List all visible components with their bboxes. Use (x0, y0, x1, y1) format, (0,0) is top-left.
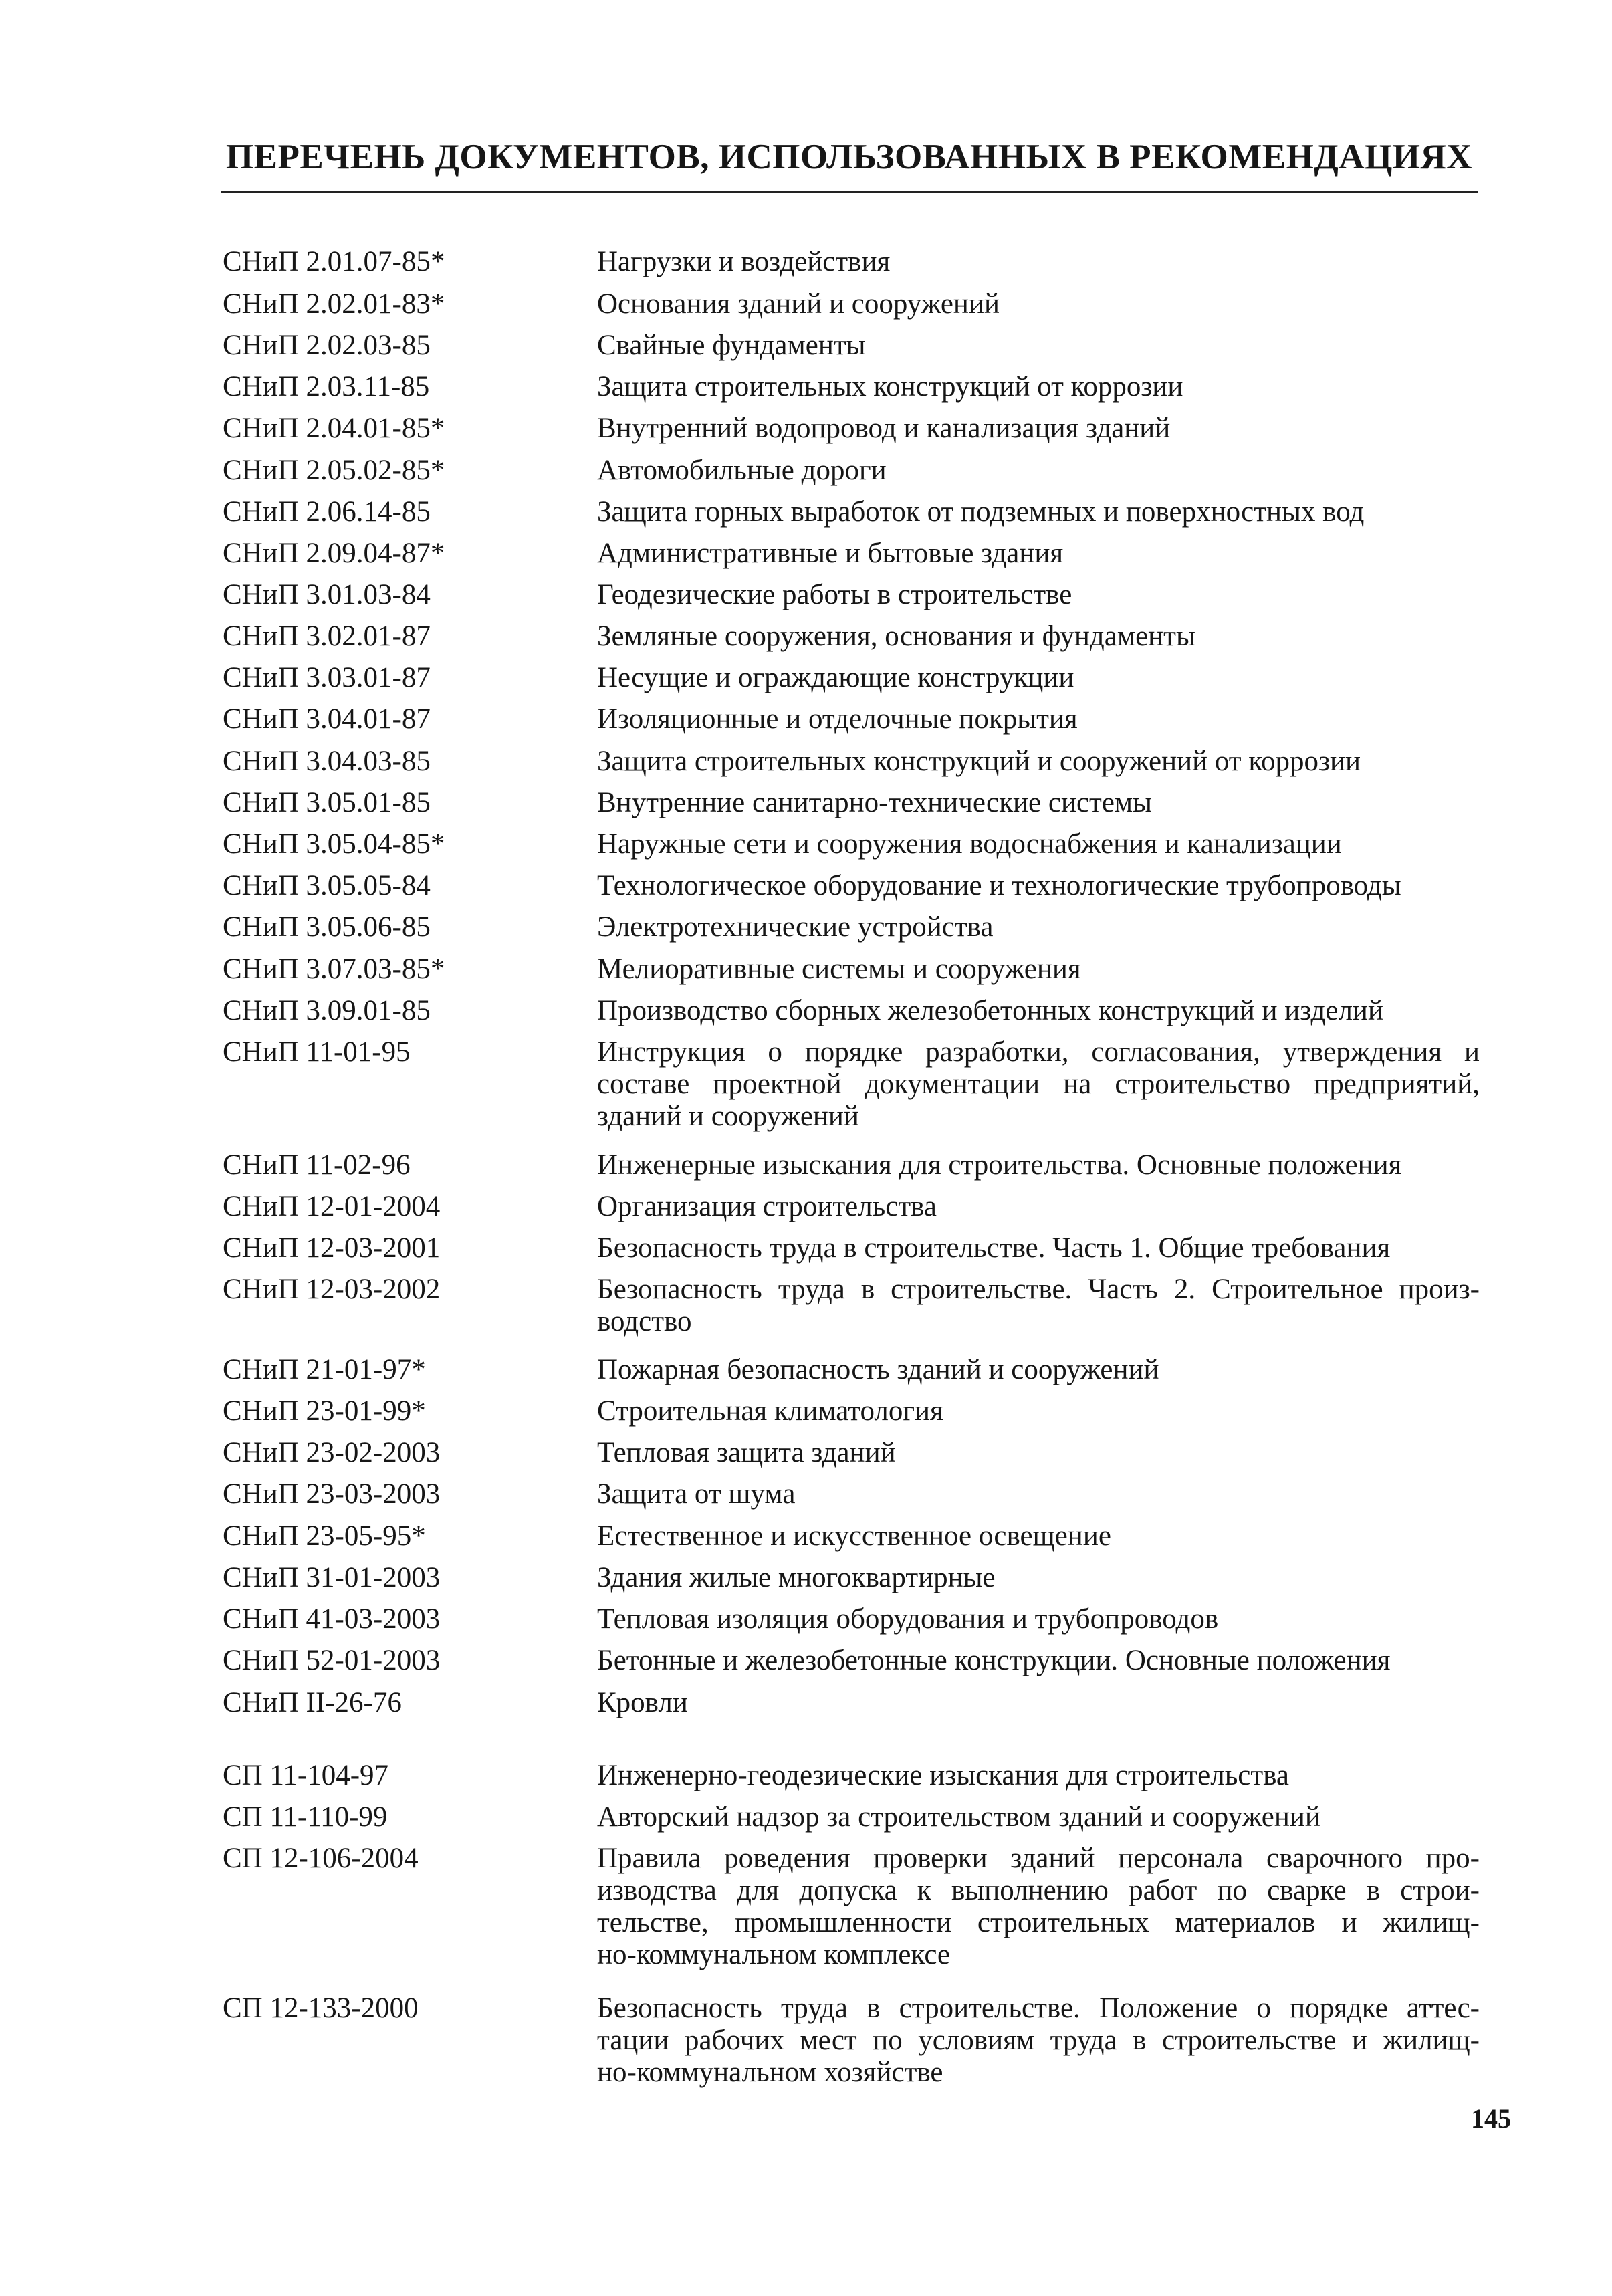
document-title-line: Инженерные изыскания для строительства. Основные положения (597, 1149, 1402, 1181)
document-code: СНиП 2.02.03-85 (223, 330, 431, 361)
document-title (597, 1478, 1480, 1510)
document-title (597, 953, 1480, 986)
document-title-line: Здания жилые многоквартирные (597, 1562, 996, 1593)
document-title-line: водство (597, 1306, 692, 1337)
document-code: СНиП 3.03.01-87 (223, 662, 431, 693)
document-title-line: Авторский надзор за строительством зданий и сооружений (597, 1801, 1320, 1833)
document-title (597, 1687, 1480, 1719)
document-title (597, 455, 1480, 487)
document-title (597, 288, 1480, 320)
document-code: СНиП 23-03-2003 (223, 1478, 441, 1510)
document-title (597, 828, 1480, 860)
document-title (597, 662, 1480, 694)
document-title-line: тации рабочих мест по условиям труда в строительстве и жилищ- (597, 2025, 1480, 2056)
document-code: СНиП 52-01-2003 (223, 1645, 441, 1676)
document-title (597, 1801, 1480, 1833)
document-code: СНиП 2.04.01-85* (223, 413, 445, 444)
document-title (597, 1395, 1480, 1427)
document-title-line: Безопасность труда в строительстве. Часть 2. Строительное произ- (597, 1274, 1480, 1305)
document-title-line: Защита горных выработок от подземных и поверхностных вод (597, 496, 1365, 528)
document-title-line: Строительная климатология (597, 1395, 943, 1427)
document-title (597, 1843, 1480, 1971)
document-code: СНиП 31-01-2003 (223, 1562, 441, 1593)
document-title (597, 870, 1480, 902)
document-code: СНиП 2.03.11-85 (223, 371, 430, 403)
document-title-line: Защита строительных конструкций и сооружений от коррозии (597, 745, 1361, 777)
document-code: СНиП 3.04.01-87 (223, 703, 431, 735)
document-title-line: Тепловая изоляция оборудования и трубопроводов (597, 1603, 1219, 1635)
document-title (597, 1562, 1480, 1594)
document-code: СНиП 3.05.04-85* (223, 828, 445, 860)
document-title-line: Внутренние санитарно-технические системы (597, 787, 1153, 818)
document-title-line: Естественное и искусственное освещение (597, 1520, 1111, 1552)
document-title (597, 371, 1480, 403)
document-code: СНиП 2.09.04-87* (223, 538, 445, 569)
document-title (597, 246, 1480, 278)
document-title-line: Изоляционные и отделочные покрытия (597, 703, 1078, 735)
document-title (597, 911, 1480, 943)
document-title (597, 1191, 1480, 1223)
document-title-line: Тепловая защита зданий (597, 1437, 896, 1468)
document-title (597, 1354, 1480, 1386)
document-title (597, 1274, 1480, 1338)
document-code: СНиП 3.04.03-85 (223, 745, 431, 777)
document-code: СНиП 3.05.01-85 (223, 787, 431, 818)
document-title-line: Инженерно-геодезические изыскания для строительства (597, 1760, 1290, 1791)
document-title-line: Защита от шума (597, 1478, 796, 1510)
document-code: СНиП 3.02.01-87 (223, 620, 431, 652)
document-title (597, 413, 1480, 445)
document-title (597, 330, 1480, 362)
document-title-line: изводства для допуска к выполнению работ по сварке в строи- (597, 1875, 1480, 1906)
document-title-line: но-коммунальном хозяйстве (597, 2057, 943, 2088)
document-code: СНиП 3.01.03-84 (223, 579, 431, 610)
document-title (597, 1992, 1480, 2089)
document-code: СНиП 23-02-2003 (223, 1437, 441, 1468)
document-title (597, 496, 1480, 528)
document-title-line: Внутренний водопровод и канализация зданий (597, 413, 1171, 444)
document-title-line: Мелиоративные системы и сооружения (597, 953, 1081, 985)
document-code: СНиП 2.02.01-83* (223, 288, 445, 320)
document-title-line: Кровли (597, 1687, 688, 1718)
document-code: СНиП 23-01-99* (223, 1395, 426, 1427)
document-code: СНиП 11-01-95 (223, 1036, 411, 1068)
document-title (597, 1760, 1480, 1792)
document-title-line: Свайные фундаменты (597, 330, 866, 361)
document-title-line: Инструкция о порядке разработки, согласования, утверждения и (597, 1036, 1480, 1068)
document-title-line: зданий и сооружений (597, 1101, 859, 1132)
document-title-line: тельстве, промышленности строительных материалов и жилищ- (597, 1907, 1480, 1938)
document-code: СНиП 23-05-95* (223, 1520, 426, 1552)
document-title-line: Электротехнические устройства (597, 911, 994, 943)
document-code: СНиП 21-01-97* (223, 1354, 426, 1385)
document-title-line: Автомобильные дороги (597, 455, 887, 486)
document-title (597, 703, 1480, 735)
document-title (597, 1437, 1480, 1469)
document-title-line: Защита строительных конструкций от коррозии (597, 371, 1183, 403)
document-code: СП 12-106-2004 (223, 1843, 419, 1874)
document-title (597, 620, 1480, 653)
document-title (597, 1036, 1480, 1133)
page-number: 145 (1471, 2103, 1511, 2134)
document-code: СНиП 41-03-2003 (223, 1603, 441, 1635)
document-title-line: Административные и бытовые здания (597, 538, 1064, 569)
document-title (597, 538, 1480, 570)
document-title (597, 1520, 1480, 1553)
title-underline (221, 191, 1478, 193)
document-title-line: Безопасность труда в строительстве. Часть 1. Общие требования (597, 1232, 1391, 1264)
document-title-line: Наружные сети и сооружения водоснабжения и канализации (597, 828, 1342, 860)
document-code: СНиП II-26-76 (223, 1687, 402, 1718)
document-code: СНиП 3.05.05-84 (223, 870, 431, 901)
document-title-line: Технологическое оборудование и технологические трубопроводы (597, 870, 1401, 901)
document-code: СНиП 12-03-2001 (223, 1232, 441, 1264)
page-title: ПЕРЕЧЕНЬ ДОКУМЕНТОВ, ИСПОЛЬЗОВАННЫХ В РЕКОМЕНДАЦИЯХ (225, 138, 1473, 177)
document-code: СНиП 11-02-96 (223, 1149, 411, 1181)
document-title (597, 745, 1480, 778)
document-title (597, 1603, 1480, 1635)
document-title-line: Организация строительства (597, 1191, 937, 1222)
document-title-line: Несущие и ограждающие конструкции (597, 662, 1074, 693)
document-code: СНиП 2.05.02-85* (223, 455, 445, 486)
document-title-line: Производство сборных железобетонных конструкций и изделий (597, 995, 1383, 1026)
document-title-line: Геодезические работы в строительстве (597, 579, 1072, 610)
document-code: СП 12-133-2000 (223, 1992, 419, 2024)
document-code: СНиП 2.01.07-85* (223, 246, 445, 277)
document-code: СП 11-104-97 (223, 1760, 389, 1791)
document-title-line: Безопасность труда в строительстве. Положение о порядке аттес- (597, 1992, 1480, 2024)
document-title (597, 787, 1480, 819)
document-code: СНиП 3.05.06-85 (223, 911, 431, 943)
document-code: СНиП 12-03-2002 (223, 1274, 441, 1305)
document-title-line: Пожарная безопасность зданий и сооружений (597, 1354, 1159, 1385)
document-title (597, 995, 1480, 1027)
document-code: СНиП 12-01-2004 (223, 1191, 441, 1222)
document-code: СНиП 2.06.14-85 (223, 496, 431, 528)
document-code: СП 11-110-99 (223, 1801, 388, 1833)
document-title-line: Бетонные и железобетонные конструкции. Основные положения (597, 1645, 1391, 1676)
document-title (597, 579, 1480, 611)
document-title-line: составе проектной документации на строительство предприятий, (597, 1068, 1480, 1100)
document-title-line: но-коммунальном комплексе (597, 1939, 951, 1970)
document-code: СНиП 3.07.03-85* (223, 953, 445, 985)
document-title (597, 1645, 1480, 1677)
document-title (597, 1232, 1480, 1264)
document-title (597, 1149, 1480, 1181)
document-title-line: Нагрузки и воздействия (597, 246, 891, 277)
document-title-line: Земляные сооружения, основания и фундаменты (597, 620, 1195, 652)
document-title-line: Правила роведения проверки зданий персонала сварочного про- (597, 1843, 1480, 1874)
document-code: СНиП 3.09.01-85 (223, 995, 431, 1026)
document-title-line: Основания зданий и сооружений (597, 288, 1000, 320)
